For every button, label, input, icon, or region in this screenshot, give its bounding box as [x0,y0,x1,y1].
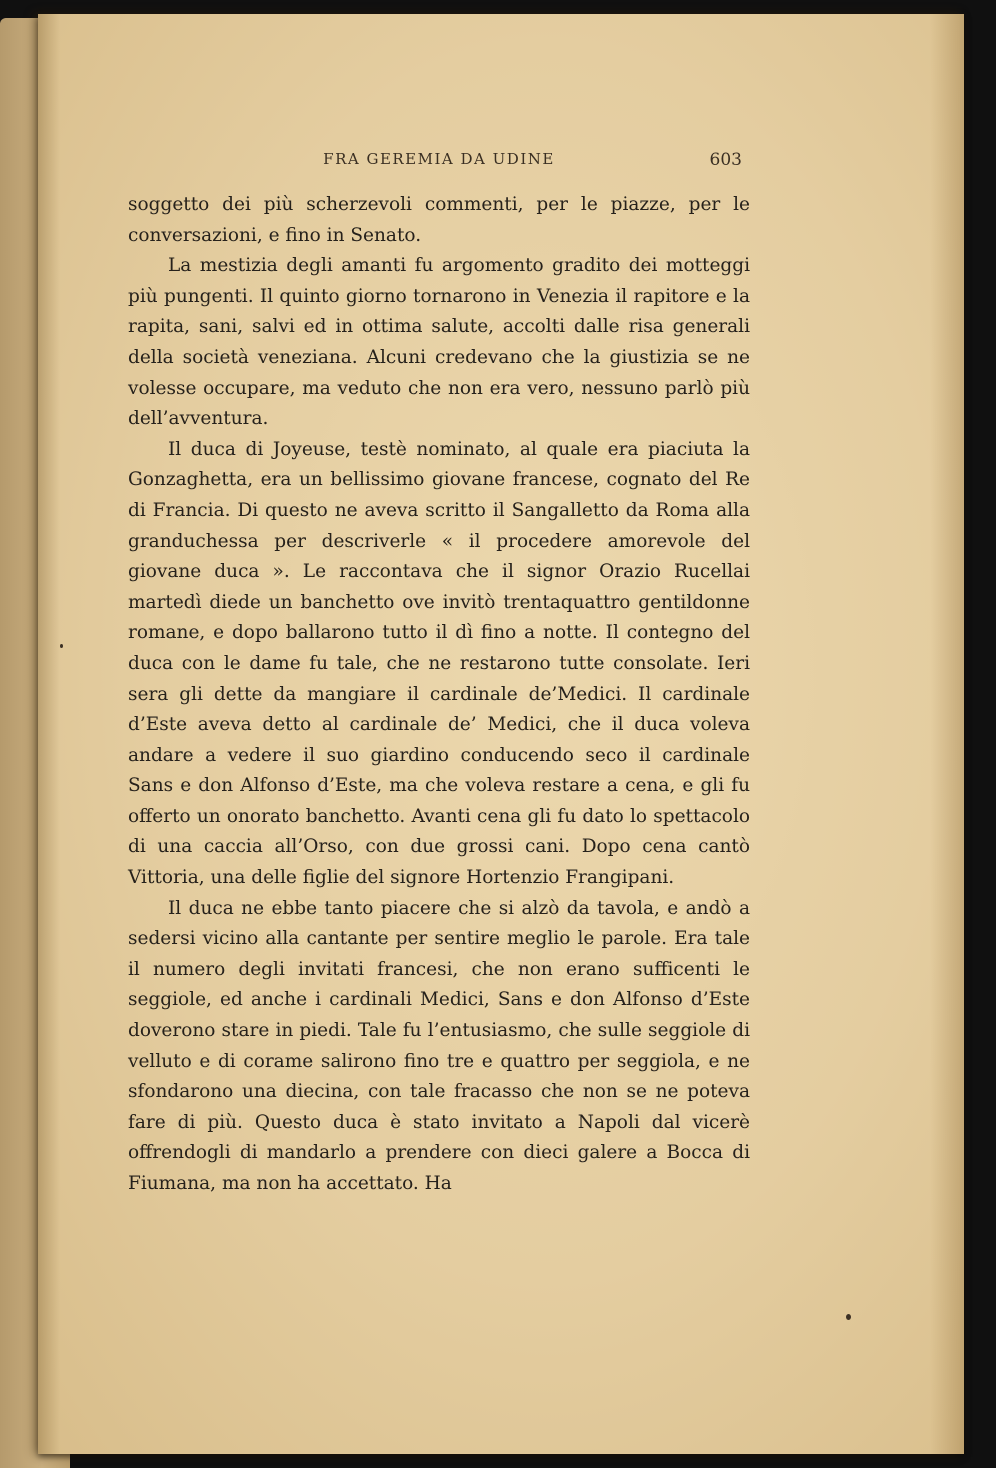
paragraph: Il duca di Joyeuse, testè nominato, al quale era piaciuta la Gonzaghetta, era un bellissimo giovane francese, cognato del Re di Francia. Di questo ne aveva scritto il Sangalletto da Roma alla granduchessa per descriverle « il procedere amorevole del giovane duca ». Le raccontava che il signor Orazio Rucellai martedì diede un banchetto ove invitò trentaquattro gentildonne romane, e dopo ballarono tutto il dì fino a notte. Il contegno del duca con le dame fu tale, che ne restarono tutte consolate. Ieri sera gli dette da mangiare il cardinale de’Medici. Il cardinale d’Este aveva detto al cardinale de’ Medici, che il duca voleva andare a vedere il suo giardino conducendo seco il cardinale Sans e don Alfonso d’Este, ma che voleva restare a cena, e gli fu offerto un onorato banchetto. Avanti cena gli fu dato lo spettacolo di una caccia all’Orso, con due grossi cani. Dopo cena cantò Vittoria, una delle figlie del signore Hortenzio Frangipani. [128,438,750,889]
running-title: FRA GEREMIA DA UDINE [323,150,555,168]
paragraph: Il duca ne ebbe tanto piacere che si alzò da tavola, e andò a sedersi vicino alla cantante per sentire meglio le parole. Era tale il numero degli invitati francesi, che non erano sufficenti le seggiole, ed anche i cardinali Medici, Sans e don Alfonso d’Este doverono stare in piedi. Tale fu l’entusiasmo, che sulle seggiole di velluto e di corame salirono fino tre e quattro per seggiola, e ne sfondarono una diecina, con tale fracasso che non se ne poteva fare di più. Questo duca è stato invitato a Napoli dal vicerè offrendogli di mandarlo a prendere con dieci galere a Bocca di Fiumana, ma non ha accettato. Ha [128,897,750,1194]
paragraph: La mestizia degli amanti fu argomento gradito dei motteggi più pungenti. Il quinto giorno tornarono in Venezia il rapitore e la rapita, sani, salvi ed in ottima salute, accolti dalle risa generali della società veneziana. Alcuni credevano che la giustizia se ne volesse occupare, ma veduto che non era vero, nessuno parlò più dell’avventura. [128,255,750,430]
body-text [128,190,750,1200]
ink-speck [846,1314,851,1320]
page-right-edge [930,14,964,1454]
page-number: 603 [709,150,742,170]
ink-speck [60,644,63,648]
page-gutter-shadow [38,14,60,1454]
paragraph: soggetto dei più scherzevoli commenti, per le piazze, per le conversazioni, e fino in Senato. [128,194,750,246]
running-header [136,150,742,174]
